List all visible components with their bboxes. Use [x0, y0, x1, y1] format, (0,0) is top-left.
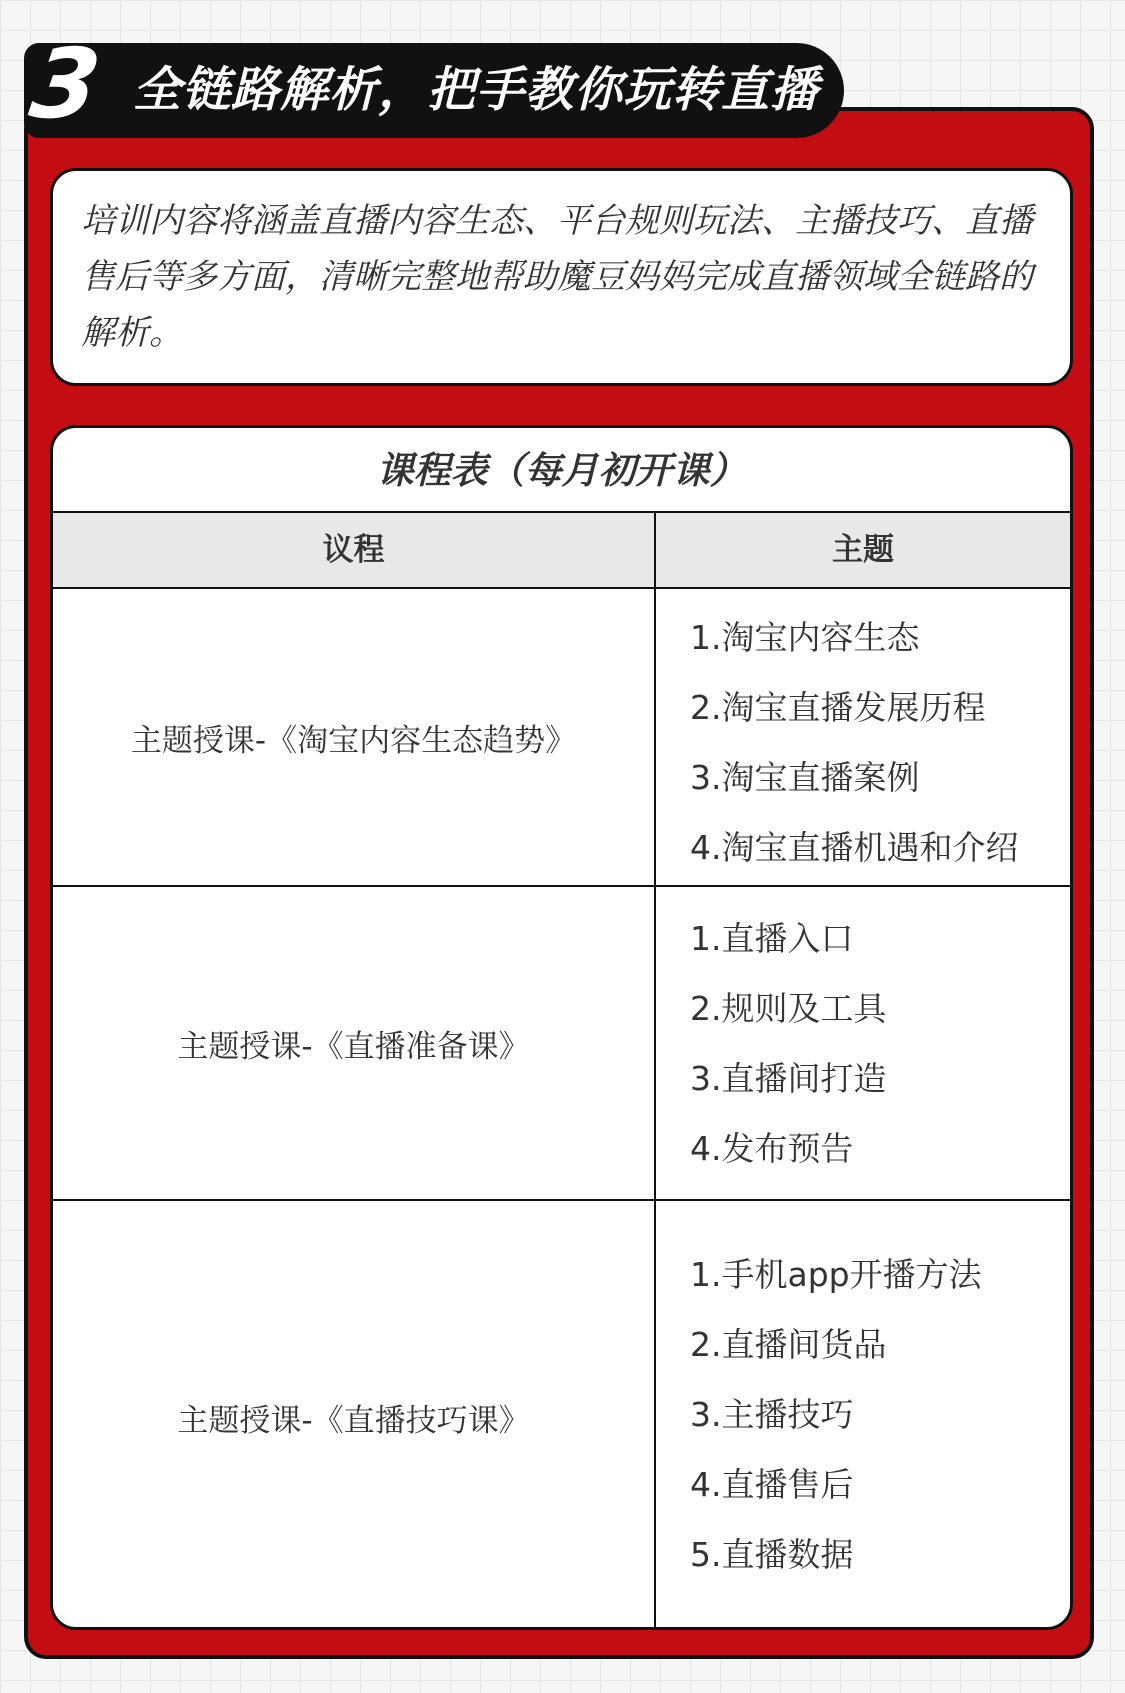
agenda-cell: 主题授课-《直播技巧课》	[177, 1402, 530, 1439]
topic-list	[690, 603, 1019, 883]
topic-item: 3.主播技巧	[690, 1395, 854, 1434]
topic-list	[690, 904, 887, 1184]
topic-item: 2.直播间货品	[690, 1325, 887, 1364]
topic-item: 2.淘宝直播发展历程	[690, 688, 986, 727]
column-divider	[654, 513, 656, 1630]
topic-item: 4.发布预告	[690, 1129, 854, 1168]
table-row	[53, 589, 1070, 887]
table-header	[53, 513, 1070, 589]
table-row	[53, 1201, 1070, 1630]
topic-item: 5.直播数据	[690, 1535, 854, 1574]
topic-item: 3.淘宝直播案例	[690, 758, 920, 797]
section-number: 3	[24, 28, 107, 140]
topic-item: 1.淘宝内容生态	[690, 618, 920, 657]
topic-item: 2.规则及工具	[690, 989, 887, 1028]
intro-text: 培训内容将涵盖直播内容生态、平台规则玩法、主播技巧、直播售后等多方面，清晰完整地帮助魔豆妈妈完成直播领域全链路的解析。	[81, 201, 1033, 353]
section-title: 全链路解析，把手教你玩转直播	[133, 62, 820, 118]
topic-item: 4.淘宝直播机遇和介绍	[690, 828, 1019, 867]
agenda-cell: 主题授课-《直播准备课》	[177, 1028, 530, 1065]
topic-list	[690, 1240, 982, 1590]
table-caption: 课程表（每月初开课）	[53, 428, 1070, 513]
agenda-cell: 主题授课-《淘宝内容生态趋势》	[130, 722, 577, 759]
topic-item: 1.直播入口	[690, 919, 854, 958]
intro-card	[50, 168, 1073, 386]
header-topic: 主题	[832, 532, 894, 568]
topic-item: 1.手机app开播方法	[690, 1255, 982, 1294]
topic-item: 3.直播间打造	[690, 1059, 887, 1098]
table-row	[53, 887, 1070, 1201]
header-agenda: 议程	[322, 532, 385, 568]
schedule-table	[50, 425, 1073, 1630]
topic-item: 4.直播售后	[690, 1465, 854, 1504]
